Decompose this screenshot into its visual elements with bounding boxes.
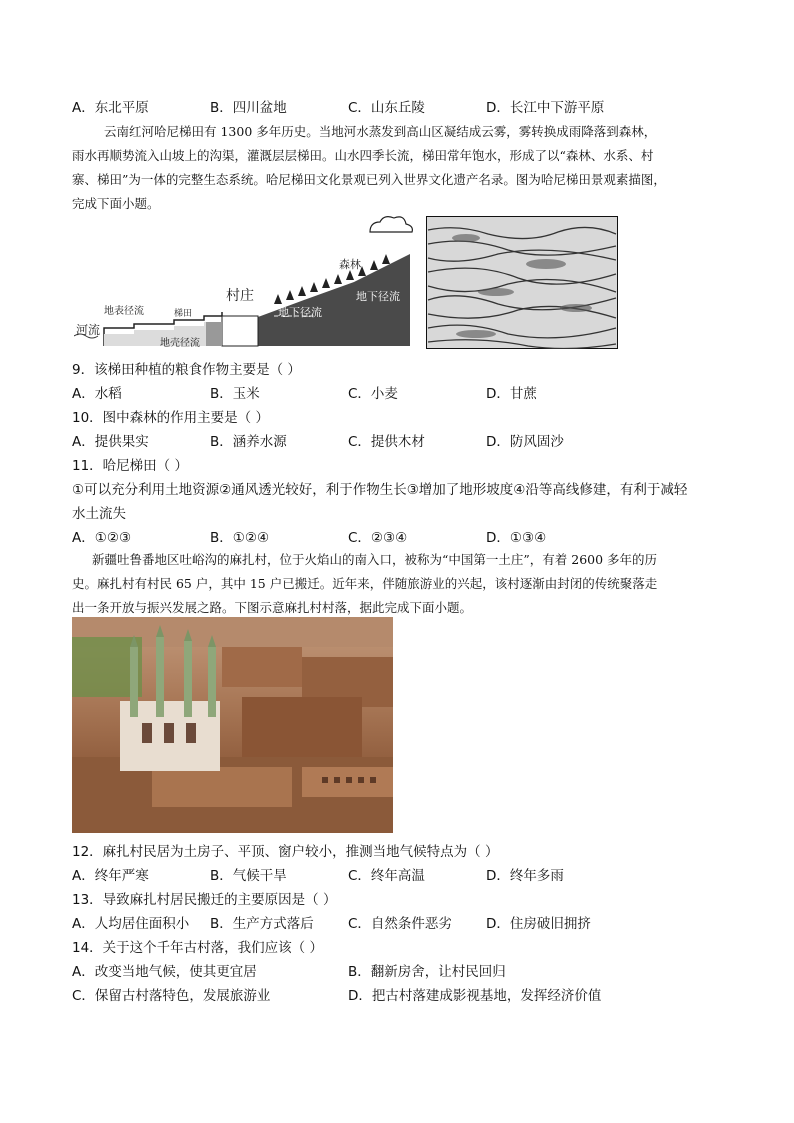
label-river: 河流: [76, 323, 101, 337]
q13-option-b: B．生产方式落后: [210, 916, 314, 932]
label-groundwater-right: 地下径流: [356, 290, 400, 303]
q13-stem: 13．导致麻扎村居民搬迁的主要原因是（ ）: [72, 892, 337, 908]
passage2-line-2: 史。麻扎村有村民 65 户，其中 15 户已搬迁。近年来，伴随旅游业的兴起，该村逐渐由封闭的传统聚落走: [72, 576, 658, 591]
q8-option-c: C．山东丘陵: [348, 100, 425, 116]
terrace-photo: [426, 216, 618, 349]
cloud-icon: [370, 217, 412, 232]
q10-stem: 10．图中森林的作用主要是（ ）: [72, 410, 269, 426]
q14-stem: 14．关于这个千年古村落，我们应该（ ）: [72, 940, 323, 956]
terrace-sketch-diagram: [74, 212, 416, 350]
label-terrace: 梯田: [174, 309, 193, 319]
q12-option-c: C．终年高温: [348, 868, 425, 884]
q12-stem: 12．麻扎村民居为土房子、平顶、窗户较小，推测当地气候特点为（ ）: [72, 844, 499, 860]
q14-option-d: D．把古村落建成影视基地，发挥经济价值: [348, 988, 602, 1004]
q9-option-d: D．甘蔗: [486, 386, 537, 402]
label-surface-runoff: 地表径流: [104, 306, 144, 317]
passage1-line-1: 云南红河哈尼梯田有 1300 多年历史。当地河水蒸发到高山区凝结成云雾，雾转换成雨降落到森林，: [104, 124, 657, 139]
q8-option-a: A．东北平原: [72, 100, 149, 116]
q9-stem: 9．该梯田种植的粮食作物主要是（ ）: [72, 362, 301, 378]
q11-option-a: A．①②③: [72, 530, 132, 546]
q8-option-d: D．长江中下游平原: [486, 100, 605, 116]
q8-option-b: B．四川盆地: [210, 100, 287, 116]
q11-option-c: C．②③④: [348, 530, 408, 546]
q9-option-c: C．小麦: [348, 386, 398, 402]
q14-option-a: A．改变当地气候，使其更宜居: [72, 964, 257, 980]
q12-option-b: B．气候干旱: [210, 868, 287, 884]
q11-stem: 11．哈尼梯田（ ）: [72, 458, 188, 474]
q13-option-a: A．人均居住面积小: [72, 916, 190, 932]
q13-option-d: D．住房破旧拥挤: [486, 916, 591, 932]
q11-statements-line-1: ①可以充分利用土地资源②通风透光较好，利于作物生长③增加了地形坡度④沿等高线修建，有利于减轻: [72, 482, 688, 498]
passage1-line-3: 寨、梯田”为一体的完整生态系统。哈尼梯田文化景观已列入世界文化遗产名录。图为哈尼梯田景观素描图，: [72, 172, 666, 187]
label-village: 村庄: [226, 288, 254, 304]
q10-option-b: B．涵养水源: [210, 434, 287, 450]
q9-option-b: B．玉米: [210, 386, 260, 402]
passage2-line-1: 新疆吐鲁番地区吐峪沟的麻扎村，位于火焰山的南入口，被称为“中国第一土庄”，有着 2600 多年的历: [92, 552, 658, 567]
q12-option-a: A．终年严寒: [72, 868, 149, 884]
passage1-line-2: 雨水再顺势流入山坡上的沟渠，灌溉层层梯田。山水四季长流，梯田常年饱水，形成了以“森林、水系、村: [72, 148, 654, 163]
q13-option-c: C．自然条件恶劣: [348, 916, 452, 932]
q11-option-d: D．①③④: [486, 530, 547, 546]
q12-option-d: D．终年多雨: [486, 868, 564, 884]
q10-option-c: C．提供木材: [348, 434, 425, 450]
mazar-village-photo: [72, 617, 393, 833]
q11-option-b: B．①②④: [210, 530, 270, 546]
passage2-line-3: 出一条开放与振兴发展之路。下图示意麻扎村村落，据此完成下面小题。: [72, 600, 473, 615]
label-interflow: 地壳径流: [160, 338, 200, 349]
q14-option-b: B．翻新房舍，让村民回归: [348, 964, 506, 980]
q11-statements-line-2: 水土流失: [72, 506, 126, 522]
q14-option-c: C．保留古村落特色，发展旅游业: [72, 988, 271, 1004]
label-groundwater-left: 地下径流: [278, 306, 322, 319]
passage1-line-4: 完成下面小题。: [72, 196, 160, 211]
q9-option-a: A．水稻: [72, 386, 122, 402]
q10-option-a: A．提供果实: [72, 434, 149, 450]
label-forest: 森林: [339, 258, 361, 271]
q10-option-d: D．防风固沙: [486, 434, 564, 450]
